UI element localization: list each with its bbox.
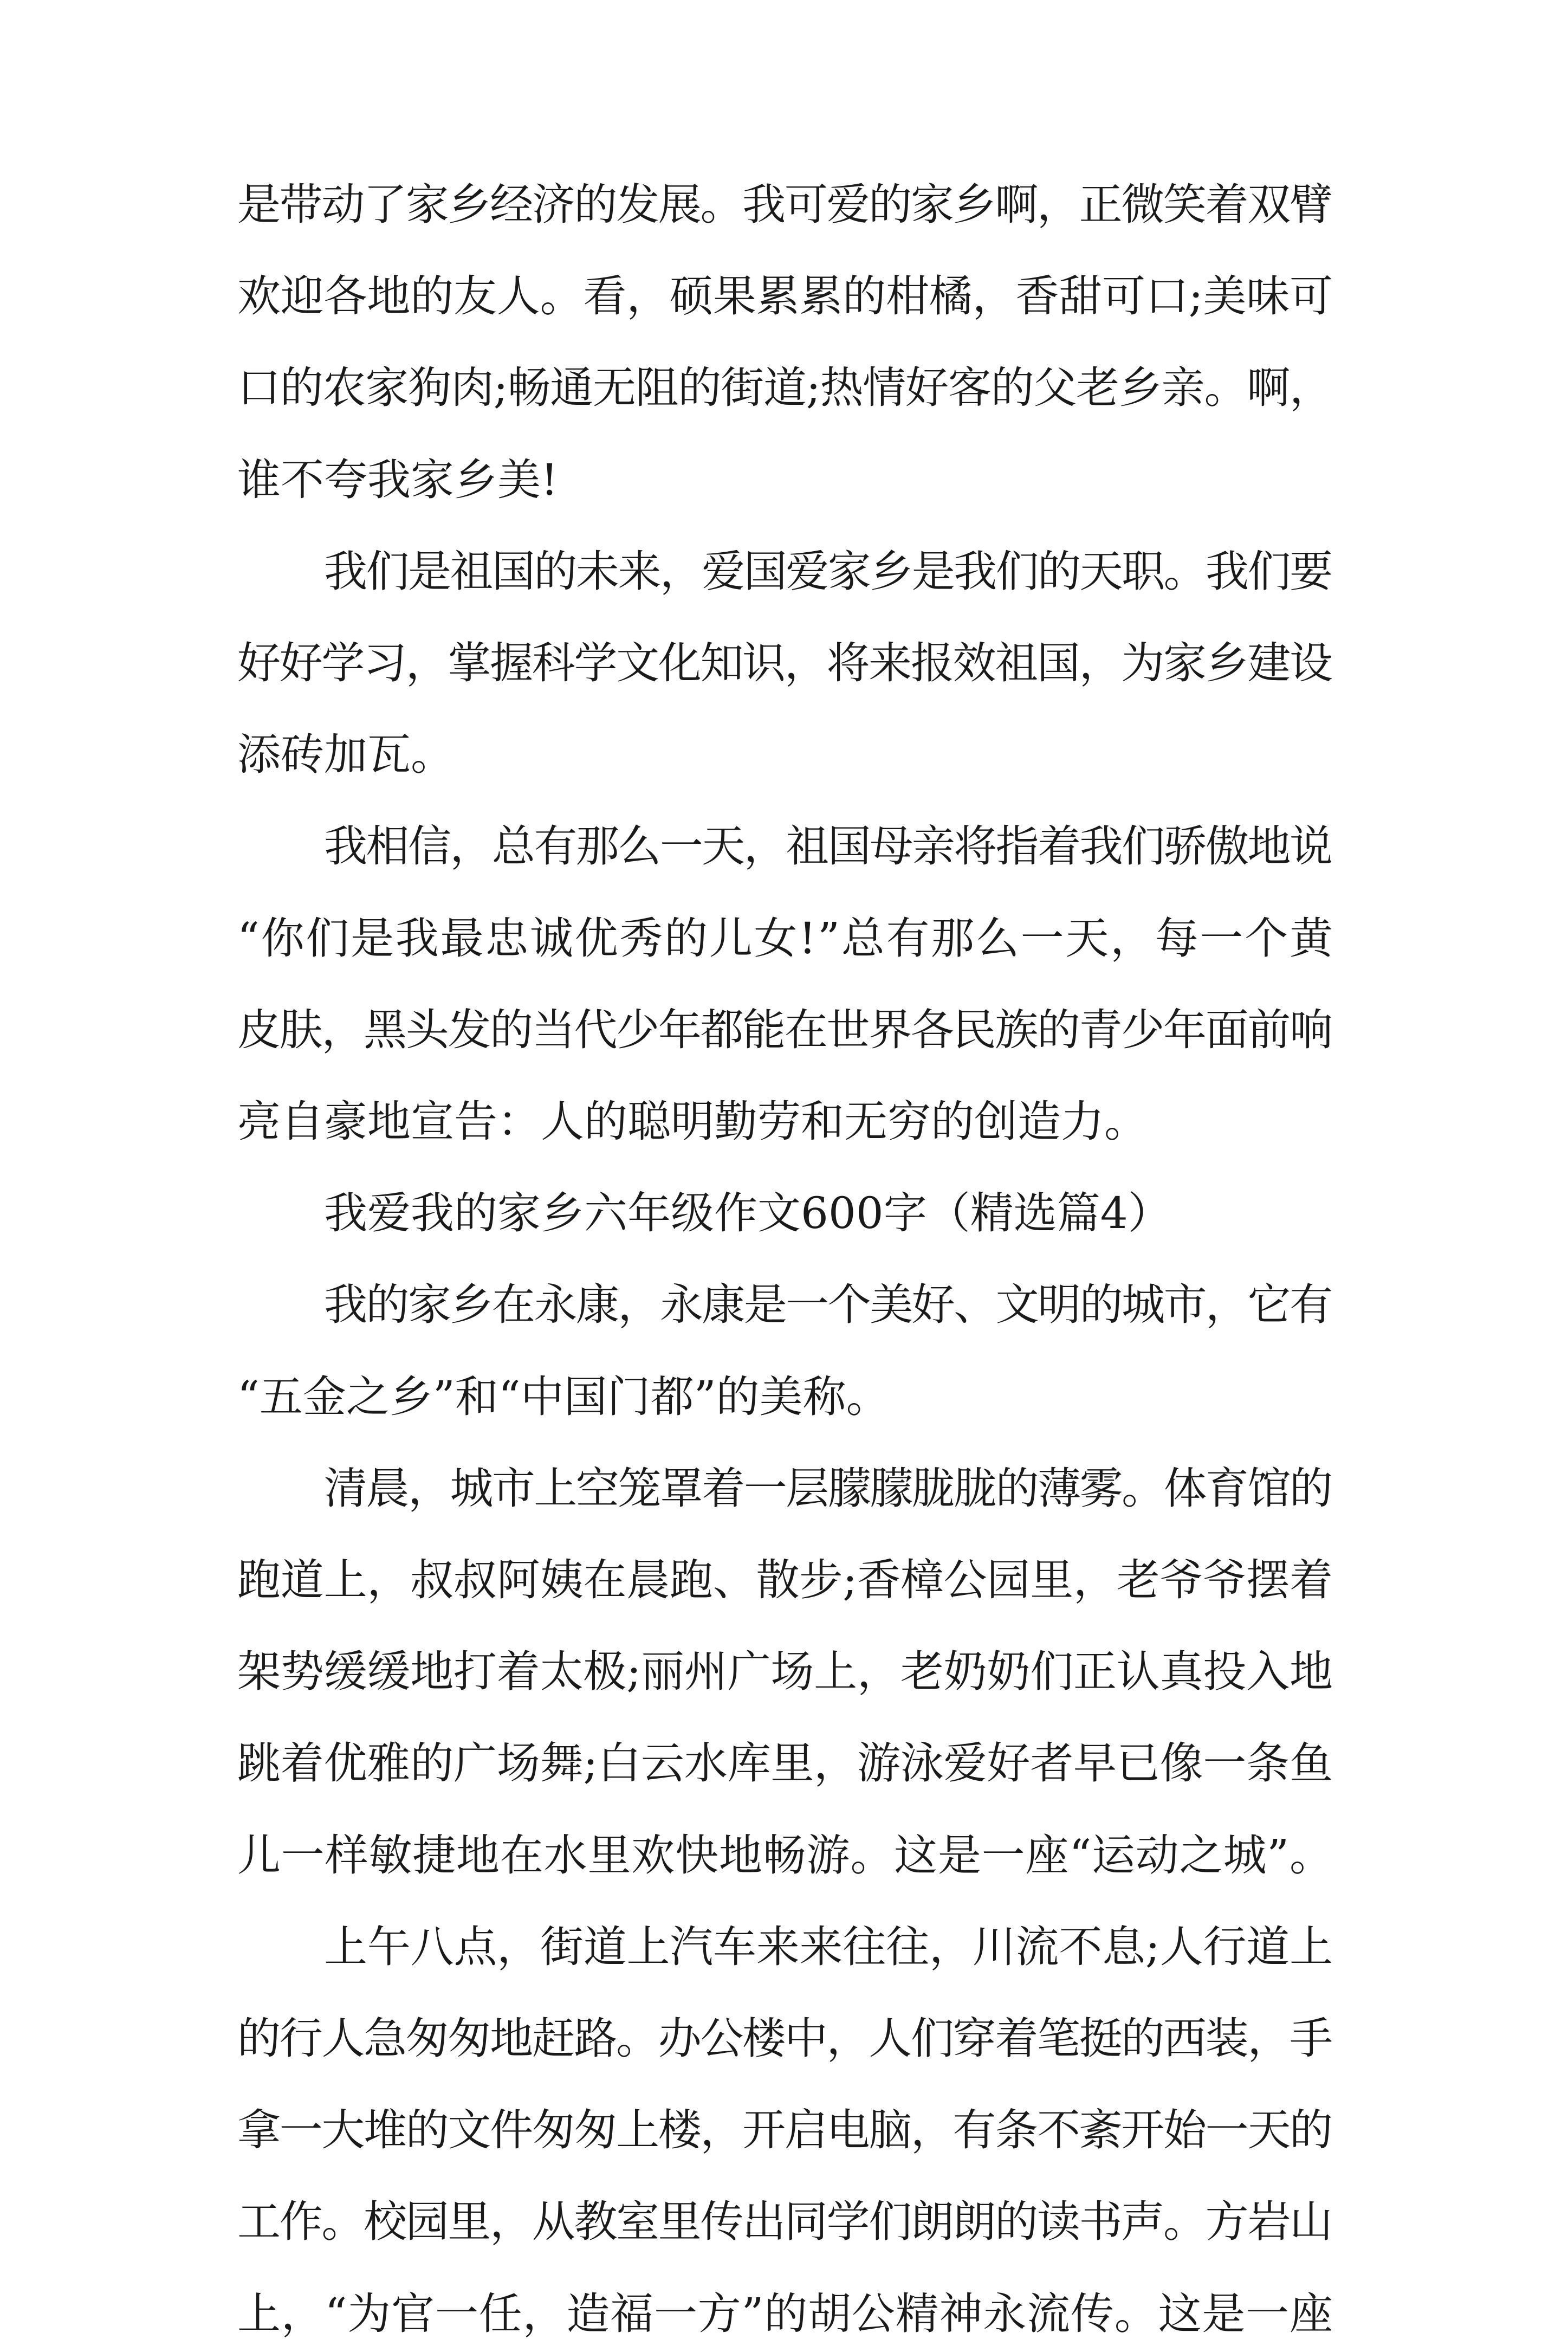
text-line: 谁不夸我家乡美! (237, 454, 559, 505)
text-line: 添砖加瓦。 (237, 729, 454, 780)
text-line: 架势缓缓地打着太极;丽州广场上，老奶奶们正认真投入地 (237, 1646, 1333, 1697)
text-line: 上午八点，街道上汽车来来往往，川流不息;人行道上 (324, 1921, 1333, 1972)
text-line: 我的家乡在永康，永康是一个美好、文明的城市，它有 (324, 1280, 1332, 1330)
text-line: 上，“为官一任，造福一方”的胡公精神永流传。这是一座 (237, 2288, 1333, 2339)
text-line: 好好学习，掌握科学文化知识，将来报效祖国，为家乡建设 (237, 638, 1332, 688)
text-line: 我们是祖国的未来，爱国爱家乡是我们的天职。我们要 (324, 546, 1332, 597)
text-line: “五金之乡”和“中国门都”的美称。 (237, 1371, 890, 1422)
text-line: 清晨，城市上空笼罩着一层朦朦胧胧的薄雾。体育馆的 (324, 1463, 1332, 1514)
text-line: 工作。校园里，从教室里传出同学们朗朗的读书声。方岩山 (237, 2196, 1332, 2247)
text-line: 儿一样敏捷地在水里欢快地畅游。这是一座“运动之城”。 (237, 1830, 1333, 1881)
text-line: 欢迎各地的友人。看，硕果累累的柑橘，香甜可口;美味可 (237, 271, 1333, 322)
text-line: “你们是我最忠诚优秀的儿女!”总有那么一天，每一个黄 (237, 913, 1334, 964)
text-line: 亮自豪地宣告：人的聪明勤劳和无穷的创造力。 (237, 1096, 1148, 1147)
text-line: 口的农家狗肉;畅通无阻的街道;热情好客的父老乡亲。啊， (237, 363, 1332, 413)
text-line: 我爱我的家乡六年级作文600字（精选篇4） (324, 1188, 1171, 1239)
text-line: 拿一大堆的文件匆匆上楼，开启电脑，有条不紊开始一天的 (237, 2105, 1332, 2156)
text-line: 跑道上，叔叔阿姨在晨跑、散步;香樟公园里，老爷爷摆着 (237, 1555, 1333, 1605)
text-line: 的行人急匆匆地赶路。办公楼中，人们穿着笔挺的西装，手 (237, 2013, 1332, 2064)
text-line: 跳着优雅的广场舞;白云水库里，游泳爱好者早已像一条鱼 (237, 1738, 1333, 1789)
text-line: 我相信，总有那么一天，祖国母亲将指着我们骄傲地说 (324, 821, 1332, 872)
text-line: 皮肤，黑头发的当代少年都能在世界各民族的青少年面前响 (237, 1004, 1332, 1055)
text-line: 是带动了家乡经济的发展。我可爱的家乡啊，正微笑着双臂 (237, 179, 1332, 230)
